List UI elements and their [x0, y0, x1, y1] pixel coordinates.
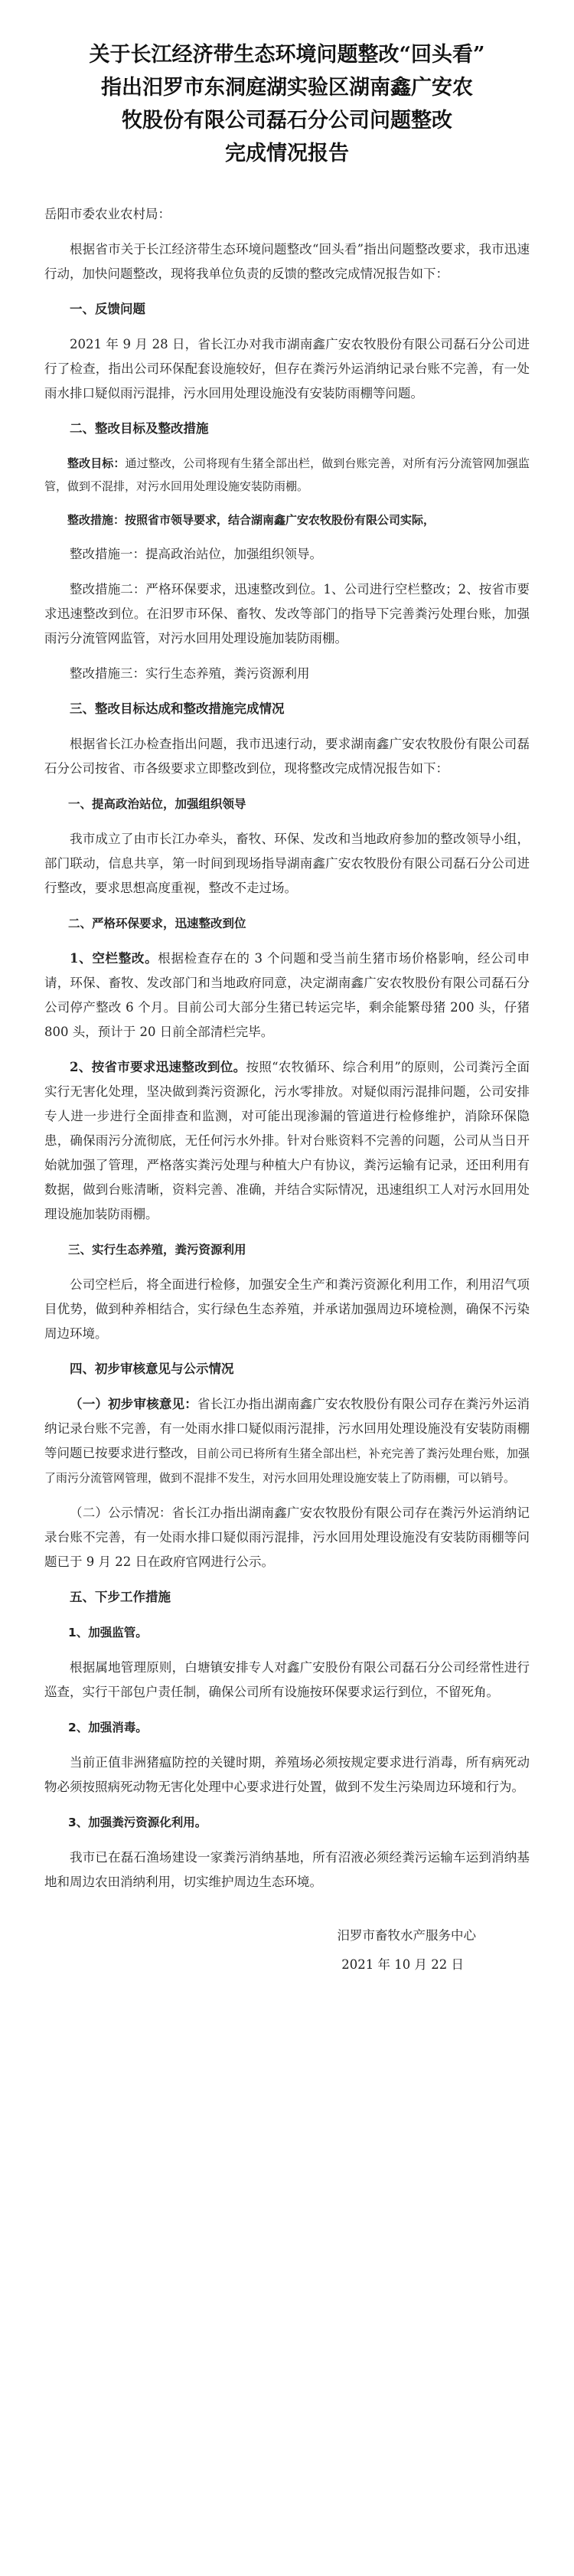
measure-2: 整改措施二：严格环保要求，迅速整改到位。1、公司进行空栏整改；2、按省市要求迅速整改到位。在汨罗市环保、畜牧、发改等部门的指导下完善粪污处理台账，加强雨污分流管网监管，对污水回用处理设施加装防雨棚。 [44, 582, 530, 646]
publicity-text: 省长江办指出湖南鑫广安农牧股份有限公司存在粪污外运消纳记录台账不完善，有一处雨水排口疑似雨污混排，污水回用处理设施没有安装防雨棚等问题已于 9 月 22 日在政府官网进行公示。 [44, 1505, 530, 1569]
title-line-3: 牧股份有限公司磊石分公司问题整改 [122, 109, 452, 132]
publicity-paragraph [44, 1501, 530, 1574]
review-opinion-text-cont: 目前公司已将所有生猪全部出栏，补充完善了粪污处理台账，加强了雨污分流管网管理，做到不混排不发生，对污水回用处理设施安装上了防雨棚，可以销号。 [44, 1447, 530, 1485]
section-3-heading: 三、整改目标达成和整改措施完成情况 [70, 701, 285, 716]
goal-text: 通过整改，公司将现有生猪全部出栏，做到台账完善，对所有污分流管网加强监管，做到不混排，对污水回用处理设施安装防雨棚。 [44, 456, 530, 493]
measure-1: 整改措施一：提高政治站位，加强组织领导。 [70, 547, 322, 561]
section-3-part-1-heading: 一、提高政治站位，加强组织领导 [68, 797, 246, 811]
rectification-text: 按照“农牧循环、综合利用”的原则，公司粪污全面实行无害化处理，坚决做到粪污资源化，污水零排放。对疑似雨污混排问题，公司安排专人进一步进行全面排查和监测，对可能出现渗漏的管道进行检修维护，消除环保隐患，确保雨污分流彻底，无任何污水外排。针对台账资料不完善的问题，公司从当日开始就加强了管理，严格落实粪污处理与种植大户有协议，粪污运输有记录，还田利用有数据，做到台账清晰，资料完善、准确，并结合实际情况，迅速组织工人对污水回用处理设施加装防雨棚。 [44, 1060, 530, 1221]
section-1-heading: 一、反馈问题 [70, 302, 145, 316]
next-step-2-heading: 2、加强消毒。 [68, 1721, 148, 1734]
measures-text: 按照省市领导要求，结合湖南鑫广安农牧股份有限公司实际， [125, 513, 435, 527]
report-title [44, 38, 530, 170]
signature-date: 2021 年 10 月 22 日 [341, 1957, 464, 1972]
publicity-label: （二）公示情况： [70, 1505, 172, 1520]
section-1-text: 2021 年 9 月 28 日，省长江办对我市湖南鑫广安农牧股份有限公司磊石分公司进行了检查，指出公司环保配套设施较好，但存在粪污外运消纳记录台账不完善，有一处雨水排口疑似雨污混排，污水回用处理设施没有安装防雨棚等问题。 [44, 337, 530, 400]
empty-pen-label: 1、空栏整改。 [70, 951, 158, 966]
title-line-4: 完成情况报告 [225, 142, 349, 165]
next-step-3-heading: 3、加强粪污资源化利用。 [68, 1816, 207, 1829]
rectification-paragraph [44, 1055, 530, 1227]
intro-paragraph: 根据省市关于长江经济带生态环境问题整改“回头看”指出问题整改要求，我市迅速行动，加快问题整改，现将我单位负责的反馈的整改完成情况报告如下： [44, 242, 530, 281]
review-opinion-label: （一）初步审核意见： [70, 1397, 197, 1411]
rectification-label: 2、按省市要求迅速整改到位。 [70, 1060, 246, 1074]
next-step-3-text: 我市已在磊石渔场建设一家粪污消纳基地，所有沼液必须经粪污运输车运到消纳基地和周边农田消纳利用，切实维护周边生态环境。 [44, 1850, 530, 1889]
section-3-part-1-text: 我市成立了由市长江办牵头，畜牧、环保、发改和当地政府参加的整改领导小组，部门联动，信息共享，第一时间到现场指导湖南鑫广安农牧股份有限公司磊石分公司进行整改，要求思想高度重视，整改不走过场。 [44, 832, 530, 895]
measures-paragraph [44, 508, 530, 531]
section-4-heading: 四、初步审核意见与公示情况 [70, 1362, 234, 1376]
addressee: 岳阳市委农业农村局： [44, 207, 171, 221]
goal-label: 整改目标： [67, 456, 126, 470]
signature-org: 汨罗市畜牧水产服务中心 [337, 1928, 476, 1943]
section-3-part-2-heading: 二、严格环保要求，迅速整改到位 [68, 917, 246, 930]
title-line-1: 关于长江经济带生态环境问题整改“回头看” [89, 43, 485, 67]
empty-pen-paragraph [44, 946, 530, 1044]
measure-3: 整改措施三：实行生态养殖，粪污资源利用 [70, 666, 310, 681]
goal-paragraph [44, 452, 530, 498]
empty-pen-text: 根据检查存在的 3 个问题和受当前生猪市场价格影响，经公司申请，环保、畜牧、发改部门和当地政府同意，决定湖南鑫广安农牧股份有限公司磊石分公司停产整改 6 个月。目前公司大部分生猪已转运完毕，剩余能繁母猪 200 头，仔猪 800 头，预计于 20 日前全部清栏完毕。 [44, 951, 530, 1039]
review-opinion-text: 省长江办指出湖南鑫广安农牧股份有限公司存在粪污外运消纳记录台账不完善，有一处雨水排口疑似雨污混排，污水回用处理设施没有安装防雨棚等问题已按要求进行整改， [44, 1397, 530, 1460]
section-3-part-3-heading: 三、实行生态养殖，粪污资源利用 [68, 1243, 246, 1257]
section-2-heading: 二、整改目标及整改措施 [70, 421, 209, 436]
next-step-1-text: 根据属地管理原则，白塘镇安排专人对鑫广安股份有限公司磊石分公司经常性进行巡查，实行干部包户责任制，确保公司所有设施按环保要求运行到位，不留死角。 [44, 1660, 530, 1699]
next-step-2-text: 当前正值非洲猪瘟防控的关键时期，养殖场必须按规定要求进行消毒，所有病死动物必须按照病死动物无害化处理中心要求进行处置，做到不发生污染周边环境和行为。 [44, 1755, 530, 1794]
section-5-heading: 五、下步工作措施 [70, 1590, 171, 1604]
review-opinion-paragraph [44, 1392, 530, 1490]
next-step-1-heading: 1、加强监管。 [68, 1626, 148, 1639]
section-3-part-3-text: 公司空栏后，将全面进行检修，加强安全生产和粪污资源化利用工作，利用沼气项目优势，做到种养相结合，实行绿色生态养殖，并承诺加强周边环境检测，确保不污染周边环境。 [44, 1277, 530, 1341]
signature-spacer [44, 1905, 530, 1924]
measures-label: 整改措施： [67, 513, 126, 527]
title-line-2: 指出汨罗市东洞庭湖实验区湖南鑫广安农 [101, 76, 473, 100]
section-3-intro: 根据省长江办检查指出问题，我市迅速行动，要求湖南鑫广安农牧股份有限公司磊石分公司按省、市各级要求立即整改到位，现将整改完成情况报告如下： [44, 737, 530, 776]
